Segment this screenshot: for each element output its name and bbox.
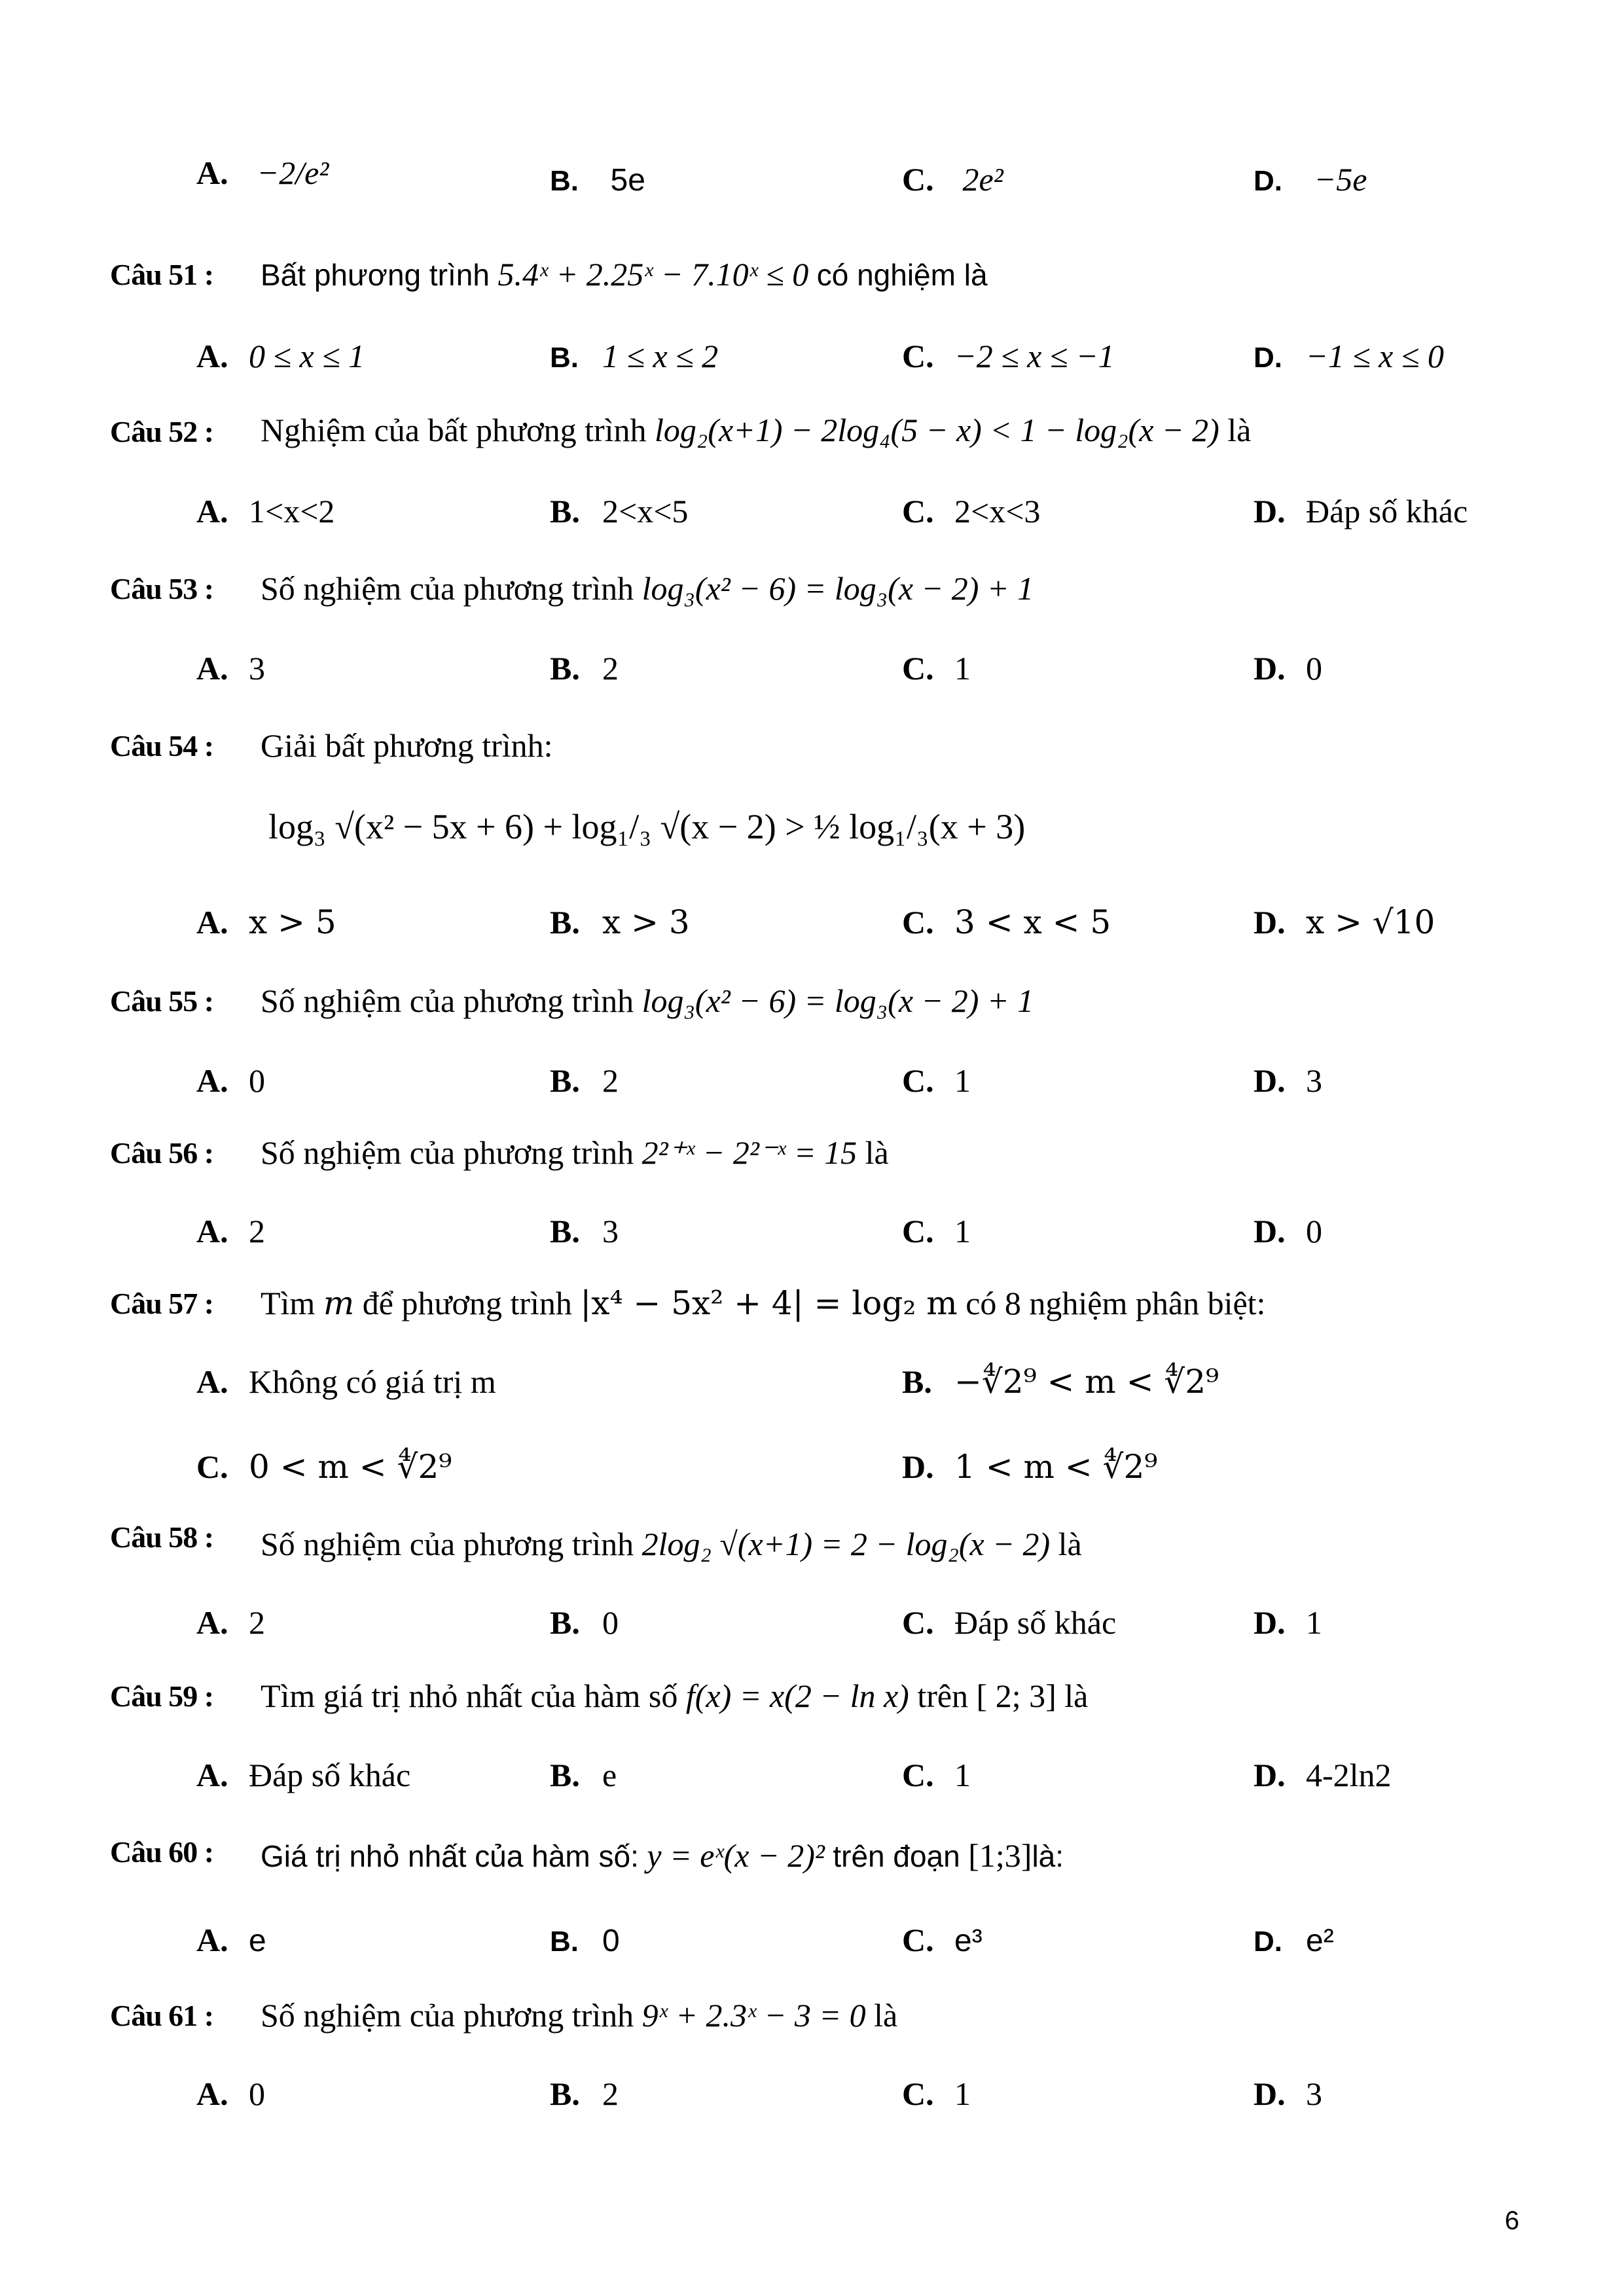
- q59-option-d: D. 4-2ln2: [1254, 1757, 1392, 1793]
- q60-option-a: A. e: [196, 1922, 266, 1958]
- q59-option-c: C. 1: [902, 1757, 971, 1793]
- q58-text: Số nghiệm của phương trình 2log₂ √(x+1) = 2 − log₂(x − 2) là: [261, 1526, 1082, 1562]
- q52-option-c: C. 2<x<3: [902, 493, 1041, 529]
- page-number: 6: [1504, 2206, 1519, 2235]
- q51-option-c: C. −2 ≤ x ≤ −1: [902, 338, 1115, 374]
- q55-option-c: C. 1: [902, 1062, 971, 1099]
- q50-option-b: B. 5e: [550, 163, 645, 198]
- q54-formula: log₃ √(x² − 5x + 6) + log₁/₃ √(x − 2) > ½ log₁/₃(x + 3): [268, 807, 1026, 846]
- q54-option-c: C. 3 < x < 5: [902, 903, 1111, 941]
- q52-option-a: A. 1<x<2: [196, 493, 335, 529]
- q52-option-d: D. Đáp số khác: [1254, 493, 1468, 529]
- q61-title: Câu 61 :: [110, 1999, 214, 2032]
- q56-option-d: D. 0: [1254, 1213, 1322, 1249]
- q50-option-c: C. 2e²: [902, 161, 1003, 198]
- q55-title: Câu 55 :: [110, 984, 214, 1018]
- q59-text: Tìm giá trị nhỏ nhất của hàm số f(x) = x(2 − ln x) trên [ 2; 3] là: [261, 1677, 1089, 1714]
- q51-option-b: B. 1 ≤ x ≤ 2: [550, 338, 719, 374]
- q55-option-d: D. 3: [1254, 1062, 1322, 1099]
- q58-option-d: D. 1: [1254, 1604, 1322, 1641]
- q51-text: Bất phương trình 5.4ˣ + 2.25ˣ − 7.10ˣ ≤ 0 có nghiệm là: [261, 256, 988, 293]
- q57-option-a: A. Không có giá trị m: [196, 1363, 496, 1400]
- q50-option-a: A. −2/e²: [196, 154, 329, 191]
- q58-option-c: C. Đáp số khác: [902, 1604, 1117, 1641]
- q60-option-c: C. e³: [902, 1922, 983, 1958]
- q56-option-a: A. 2: [196, 1213, 265, 1249]
- q53-text: Số nghiệm của phương trình log₃(x² − 6) = log₃(x − 2) + 1: [261, 570, 1034, 607]
- q54-option-b: B. x > 3: [550, 903, 690, 941]
- q59-option-a: A. Đáp số khác: [196, 1757, 411, 1793]
- q55-option-a: A. 0: [196, 1062, 265, 1099]
- q52-title: Câu 52 :: [110, 415, 214, 448]
- q60-title: Câu 60 :: [110, 1835, 214, 1869]
- q51-option-d: D. −1 ≤ x ≤ 0: [1254, 338, 1444, 374]
- q58-option-a: A. 2: [196, 1604, 265, 1641]
- q53-option-d: D. 0: [1254, 650, 1322, 687]
- q54-option-a: A. x > 5: [196, 903, 336, 941]
- q51-title: Câu 51 :: [110, 258, 214, 291]
- q60-option-d: D. e²: [1254, 1924, 1334, 1958]
- q60-text: Giá trị nhỏ nhất của hàm số: y = eˣ(x − 2)² trên đoạn [1;3]là:: [261, 1837, 1064, 1874]
- q55-option-b: B. 2: [550, 1062, 619, 1099]
- q61-option-b: B. 2: [550, 2075, 619, 2112]
- q54-option-d: D. x > √10: [1254, 903, 1435, 941]
- q54-text: Giải bất phương trình:: [261, 727, 553, 764]
- q59-option-b: B. e: [550, 1757, 617, 1793]
- q60-option-b: B. 0: [550, 1924, 620, 1958]
- q53-option-b: B. 2: [550, 650, 619, 687]
- q53-title: Câu 53 :: [110, 572, 214, 605]
- q56-option-b: B. 3: [550, 1213, 619, 1249]
- q57-option-d: D. 1 < m < ∜2⁹: [902, 1448, 1158, 1486]
- q50-option-a-value: −2/e²: [257, 154, 329, 191]
- q57-option-b: B. −∜2⁹ < m < ∜2⁹: [902, 1363, 1219, 1401]
- q53-option-a: A. 3: [196, 650, 265, 687]
- q58-title: Câu 58 :: [110, 1520, 214, 1554]
- q51-option-a: A. 0 ≤ x ≤ 1: [196, 338, 365, 374]
- q52-option-b: B. 2<x<5: [550, 493, 689, 529]
- q61-option-d: D. 3: [1254, 2075, 1322, 2112]
- q55-text: Số nghiệm của phương trình log₃(x² − 6) = log₃(x − 2) + 1: [261, 982, 1034, 1019]
- q56-text: Số nghiệm của phương trình 2²⁺ˣ − 2²⁻ˣ = 15 là: [261, 1134, 889, 1171]
- q57-option-c: C. 0 < m < ∜2⁹: [196, 1448, 452, 1486]
- q59-title: Câu 59 :: [110, 1679, 214, 1713]
- q61-text: Số nghiệm của phương trình 9ˣ + 2.3ˣ − 3 = 0 là: [261, 1997, 898, 2034]
- q50-option-d: D. −5e: [1254, 161, 1367, 198]
- q57-text: Tìm m để phương trình |x⁴ − 5x² + 4| = log₂ m có 8 nghiệm phân biệt:: [261, 1284, 1266, 1322]
- q54-title: Câu 54 :: [110, 729, 214, 762]
- q53-option-c: C. 1: [902, 650, 971, 687]
- q56-title: Câu 56 :: [110, 1136, 214, 1170]
- q56-option-c: C. 1: [902, 1213, 971, 1249]
- q61-option-c: C. 1: [902, 2075, 971, 2112]
- q58-option-b: B. 0: [550, 1604, 619, 1641]
- q61-option-a: A. 0: [196, 2075, 265, 2112]
- q57-title: Câu 57 :: [110, 1287, 214, 1320]
- q52-text: Nghiệm của bất phương trình log₂(x+1) − 2log₄(5 − x) < 1 − log₂(x − 2) là: [261, 412, 1252, 448]
